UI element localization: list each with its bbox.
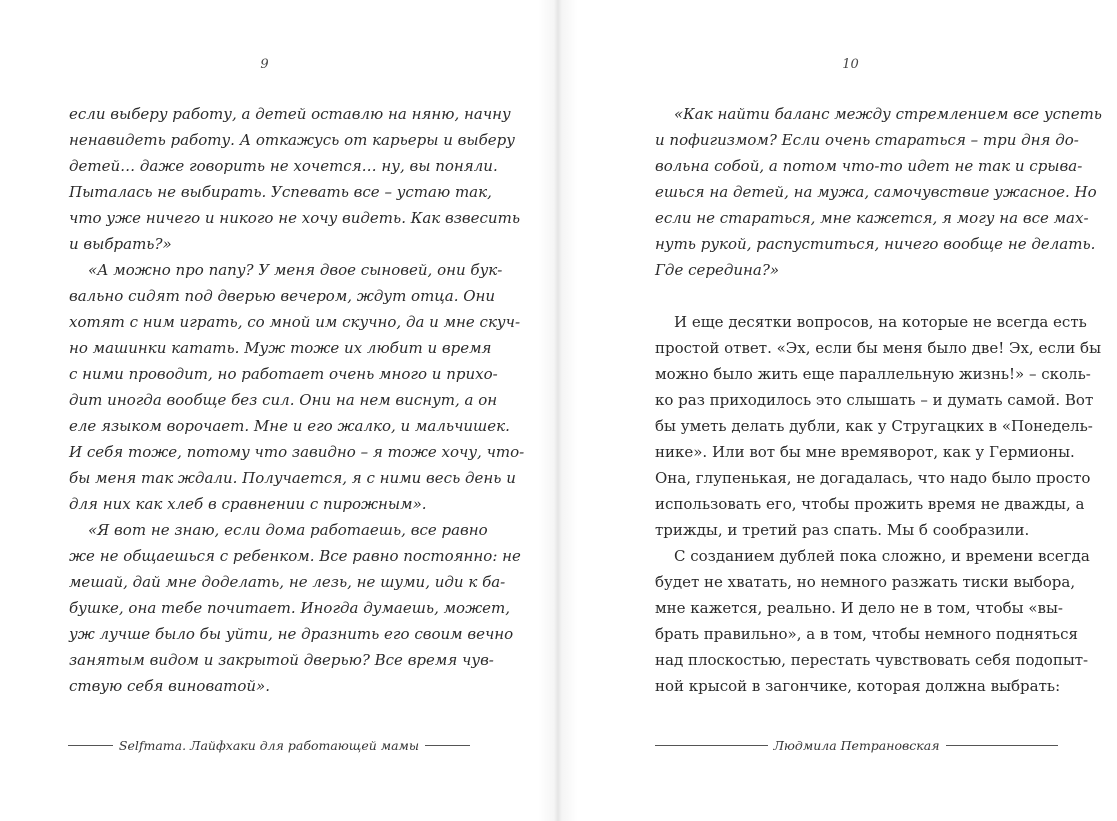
text-line: «А можно про папу? У меня двое сыновей, они бук- xyxy=(88,261,503,279)
text-line: «Я вот не знаю, если дома работаешь, все равно xyxy=(88,521,488,539)
text-line: нике». Или вот бы мне времяворот, как у Гермионы. xyxy=(655,443,1075,461)
right-page xyxy=(558,0,1117,821)
paragraph-gap xyxy=(655,283,1046,309)
text-line: ешься на детей, на мужа, самочувствие ужасное. Но xyxy=(655,183,1097,201)
left-page xyxy=(0,0,558,821)
page-number: 10 xyxy=(842,57,859,72)
footer-author-name: Людмила Петрановская xyxy=(773,738,940,753)
text-line: хотят с ним играть, со мной им скучно, да и мне скуч- xyxy=(69,313,521,331)
text-line: И себя тоже, потому что завидно – я тоже хочу, что- xyxy=(69,443,525,461)
text-line: ненавидеть работу. А откажусь от карьеры и выберу xyxy=(69,131,515,149)
text-line: нуть рукой, распуститься, ничего вообще не делать. xyxy=(655,235,1096,253)
text-line: ной крысой в загончике, которая должна выбрать: xyxy=(655,677,1061,695)
text-line: если выберу работу, а детей оставлю на няню, начну xyxy=(69,105,511,123)
text-line: уж лучше было бы уйти, не дразнить его своим вечно xyxy=(69,625,514,643)
text-line: использовать его, чтобы прожить время не дважды, а xyxy=(655,495,1085,513)
text-line: занятым видом и закрытой дверью? Все время чув- xyxy=(69,651,494,669)
text-line: «Как найти баланс между стремлением все успеть xyxy=(674,105,1102,123)
text-line: детей… даже говорить не хочется… ну, вы поняли. xyxy=(69,157,498,175)
footer-rule-right xyxy=(946,745,1059,746)
text-line: бы уметь делать дубли, как у Стругацких в «Понедель- xyxy=(655,417,1093,435)
text-line: простой ответ. «Эх, если бы меня было две! Эх, если бы xyxy=(655,339,1102,357)
footer-rule-left xyxy=(655,745,768,746)
text-line: трижды, и третий раз спать. Мы б сообразили. xyxy=(655,521,1030,539)
text-line: вольна собой, а потом что-то идет не так и срыва- xyxy=(655,157,1083,175)
text-line: можно было жить еще параллельную жизнь!» – сколь- xyxy=(655,365,1091,383)
text-line: же не общаешься с ребенком. Все равно постоянно: не xyxy=(69,547,521,565)
footer-book-title: Selfmama. Лайфхаки для работающей мамы xyxy=(118,738,420,753)
text-line: мне кажется, реально. И дело не в том, чтобы «вы- xyxy=(655,599,1063,617)
text-line: бушке, она тебе почитает. Иногда думаешь, может, xyxy=(69,599,510,617)
text-line: брать правильно», а в том, чтобы немного подняться xyxy=(655,625,1078,643)
text-line: Пыталась не выбирать. Успевать все – устаю так, xyxy=(69,183,492,201)
running-footer xyxy=(68,738,470,753)
text-line: бы меня так ждали. Получается, я с ними весь день и xyxy=(69,469,516,487)
text-line: Она, глупенькая, не догадалась, что надо было просто xyxy=(655,469,1091,487)
text-line: с ними проводит, но работает очень много и прихо- xyxy=(69,365,498,383)
text-line: С созданием дублей пока сложно, и времени всегда xyxy=(674,547,1090,565)
text-line: ствую себя виноватой». xyxy=(69,677,270,695)
text-line: для них как хлеб в сравнении с пирожным». xyxy=(69,495,427,513)
text-line: дит иногда вообще без сил. Они на нем виснут, а он xyxy=(69,391,498,409)
text-line: вально сидят под дверью вечером, ждут отца. Они xyxy=(69,287,496,305)
text-line: и выбрать?» xyxy=(69,235,172,253)
text-line: что уже ничего и никого не хочу видеть. Как взвесить xyxy=(69,209,520,227)
text-line: над плоскостью, перестать чувствовать себя подопыт- xyxy=(655,651,1089,669)
text-line: мешай, дай мне доделать, не лезь, не шуми, иди к ба- xyxy=(69,573,506,591)
text-line: И еще десятки вопросов, на которые не всегда есть xyxy=(674,313,1087,331)
footer-rule-left xyxy=(68,745,113,746)
text-line: будет не хватать, но немного разжать тиски выбора, xyxy=(655,573,1076,591)
text-line: если не стараться, мне кажется, я могу на все мах- xyxy=(655,209,1089,227)
page-body-text xyxy=(655,101,1102,699)
page-body-text xyxy=(69,101,525,699)
running-footer xyxy=(655,738,1058,753)
text-line: и пофигизмом? Если очень стараться – три дня до- xyxy=(655,131,1079,149)
text-line: но машинки катать. Муж тоже их любит и время xyxy=(69,339,492,357)
page-number: 9 xyxy=(260,57,269,72)
text-line: еле языком ворочает. Мне и его жалко, и мальчишек. xyxy=(69,417,510,435)
footer-rule-right xyxy=(425,745,470,746)
text-line: Где середина?» xyxy=(655,261,780,279)
text-line: ко раз приходилось это слышать – и думать самой. Вот xyxy=(655,391,1094,409)
